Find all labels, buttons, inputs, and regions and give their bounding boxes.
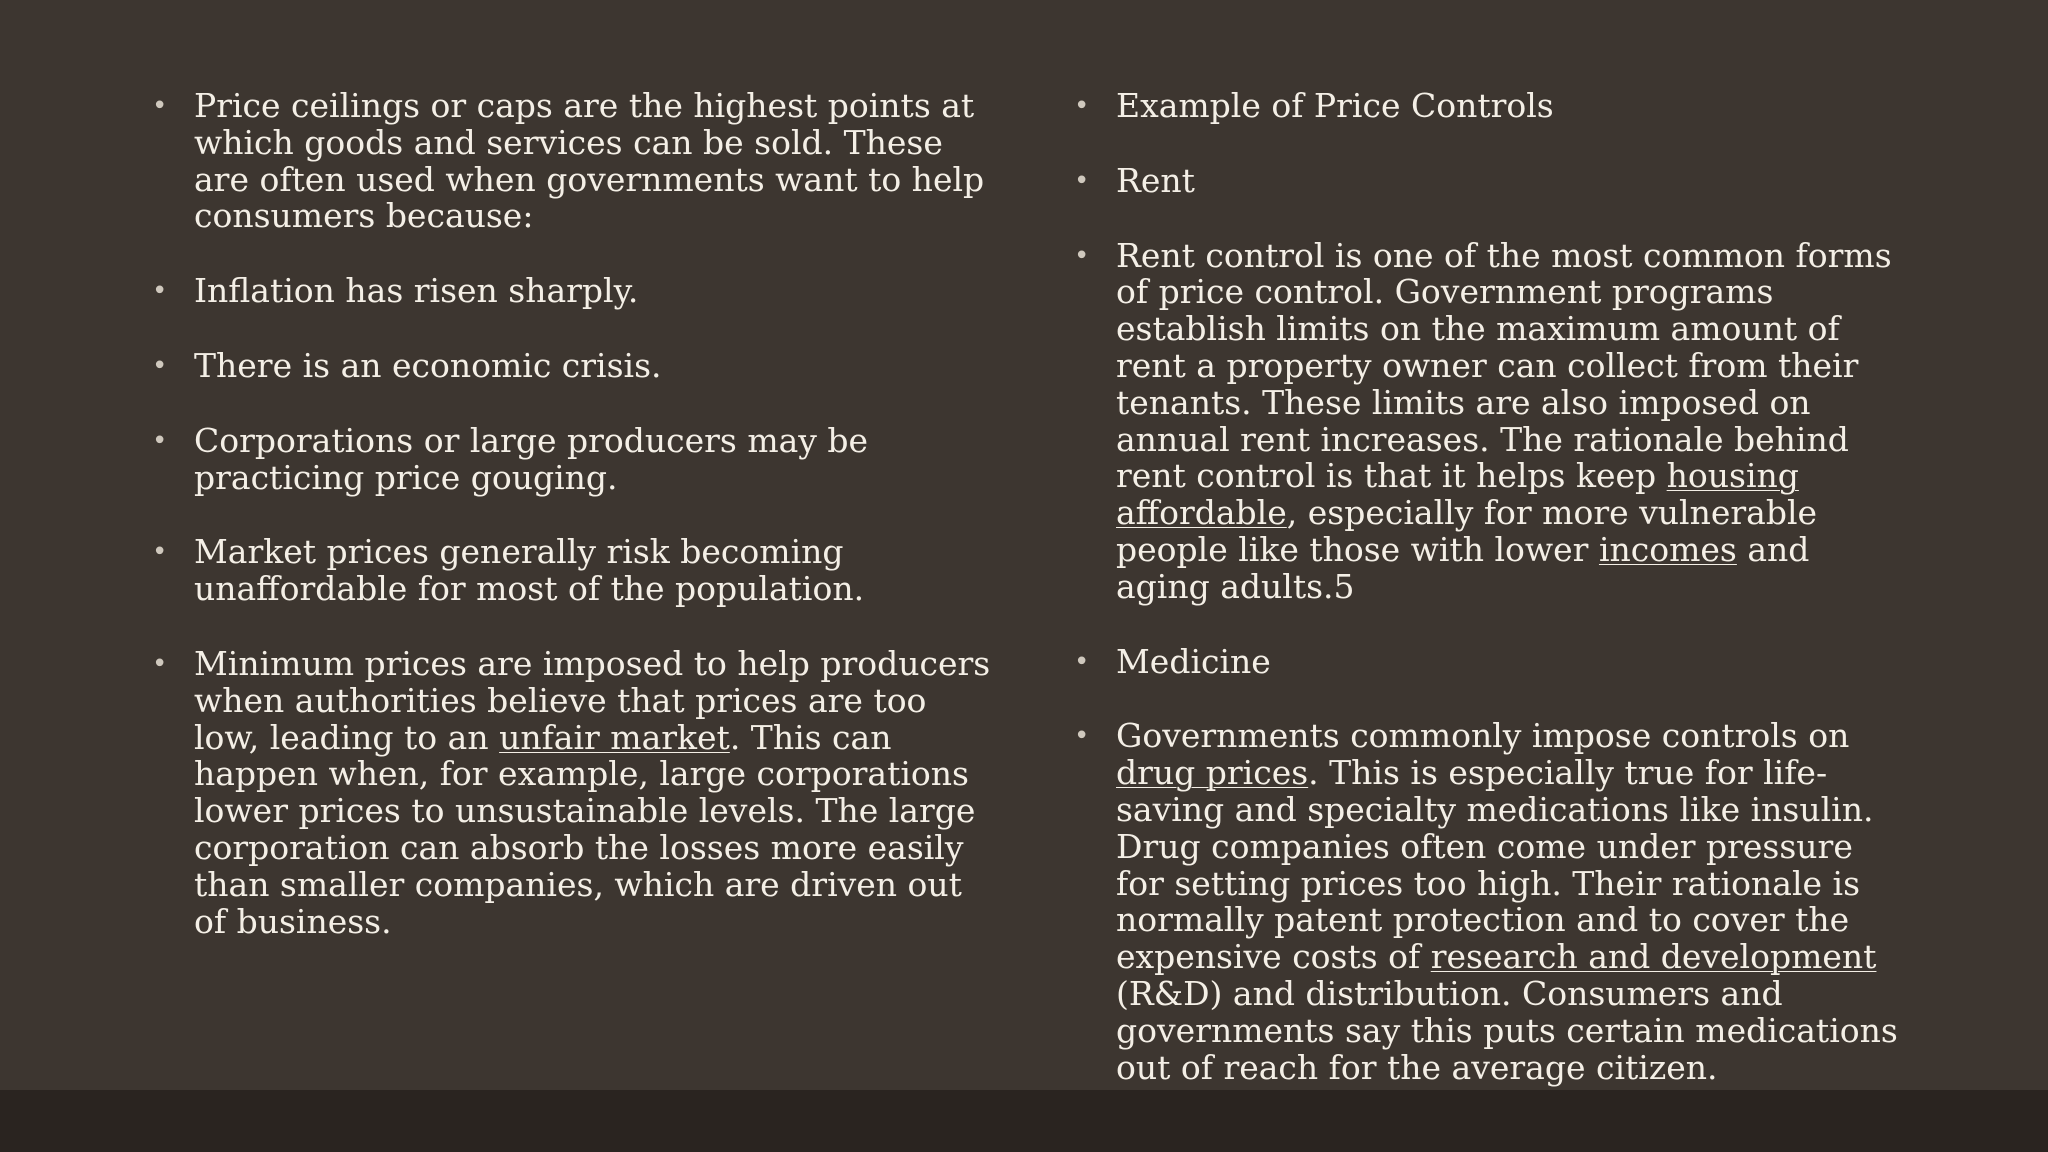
link-unfair-market[interactable]: unfair market (499, 717, 730, 757)
link-research-and-development[interactable]: research and development (1430, 937, 1877, 977)
footer-band (0, 1090, 2048, 1152)
bullet-market-prices: • Market prices generally risk becoming unaffordable for most of the population. (152, 534, 992, 608)
left-bullet-list (152, 88, 992, 940)
bullet-price-ceilings: • Price ceilings or caps are the highest points at which goods and services can be sold. These are often used when governments want to help consumers because: (152, 88, 992, 235)
bullet-medicine: • Medicine (1074, 644, 1904, 681)
link-drug-prices[interactable]: drug prices (1116, 753, 1309, 793)
bullet-rent-control: • Rent control is one of the most common forms of price control. Government programs establish limits on the maximum amount of rent a property owner can collect from their tenants. These limits are also imposed on annual rent increases. The rationale behind rent control is that it helps keep housing affordable, especially for more vulnerable people like those with lower incomes and aging adults.5 (1074, 238, 1904, 606)
bullet-minimum-prices: • Minimum prices are imposed to help producers when authorities believe that prices are too low, leading to an unfair market. This can happen when, for example, large corporations lower prices to unsustainable levels. The large corporation can absorb the losses more easily than smaller companies, which are driven out of business. (152, 646, 992, 940)
bullet-economic-crisis: • There is an economic crisis. (152, 348, 992, 385)
bullet-drug-prices: • Governments commonly impose controls on drug prices. This is especially true for life-saving and specialty medications like insulin. Drug companies often come under pressure for setting prices too high. Their rationale is normally patent protection and to cover the expensive costs of research and development (R&D) and distribution. Consumers and governments say this puts certain medications out of reach for the average citizen. (1074, 718, 1904, 1086)
link-housing-affordable[interactable]: housing affordable (1116, 456, 1799, 533)
link-incomes[interactable]: incomes (1598, 529, 1737, 569)
right-bullet-list (1074, 88, 1904, 1086)
bullet-rent: • Rent (1074, 163, 1904, 200)
bullet-example-heading: • Example of Price Controls (1074, 88, 1904, 125)
left-column (152, 88, 992, 978)
bullet-price-gouging: • Corporations or large producers may be practicing price gouging. (152, 423, 992, 497)
right-column (1074, 88, 1904, 1124)
bullet-inflation: • Inflation has risen sharply. (152, 273, 992, 310)
